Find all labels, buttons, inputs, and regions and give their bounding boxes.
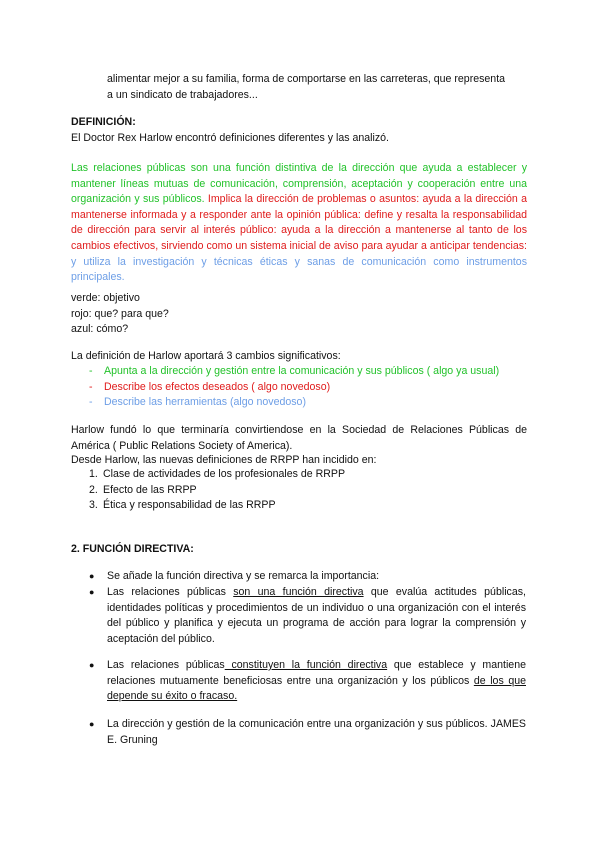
list-item: 2. Efecto de las RRPP <box>89 483 197 496</box>
definicion-heading: DEFINICIÓN: <box>71 116 136 128</box>
bullet-icon: ● <box>89 719 95 729</box>
list-item: - Describe los efectos deseados ( algo novedoso) <box>89 380 331 393</box>
funcion-bullet-3: ● Las relaciones públicas constituyen la función directiva que establece y mantiene relaciones mutuamente beneficiosas entre una organización y los públicos de los que depende su éxito o fracaso. <box>89 659 526 702</box>
list-item: 1. Clase de actividades de los profesionales de RRPP <box>89 468 346 480</box>
bullet-icon: ● <box>89 587 95 597</box>
harlow-desde: Desde Harlow, las nuevas definiciones de RRPP han incidido en: <box>71 454 377 466</box>
cambios-list <box>71 364 541 411</box>
intro-paragraph <box>107 72 527 103</box>
intro-line-1: alimentar mejor a su familia, forma de comportarse en las carreteras, que representa <box>107 73 506 85</box>
harlow-list <box>71 467 511 514</box>
bullet-icon: ● <box>89 571 95 581</box>
quote-objective: Las relaciones públicas son una función distintiva de la dirección que ayuda a establecer y mantener líneas mutuas de comunicación, comprensión, aceptación y cooperación entre una organización y sus públicos. <box>71 162 527 206</box>
legend-green: verde: objetivo <box>71 292 140 304</box>
legend-red: rojo: que? para que? <box>71 307 169 320</box>
bullet-icon: ● <box>89 660 95 670</box>
list-item: - Describe las herramientas (algo novedoso) <box>89 396 306 408</box>
quote-purpose: Implica la dirección de problemas o asuntos: ayuda a la dirección a mantenerse informada y a responder ante la opinión pública: define y resalta la responsabilidad de dirección para servir al interés público: ayuda a la dirección a mantenerse al tanto de los cambios efectivos, sirviendo como un sistema inicial de aviso para ayudar a anticipar tendencias: <box>71 193 527 252</box>
funcion-bullet-4: ● La dirección y gestión de la comunicación entre una organización y sus públicos. JAMES E. Gruning <box>89 718 526 746</box>
funcion-heading: 2. FUNCIÓN DIRECTIVA: <box>71 543 194 555</box>
cambios-intro: La definición de Harlow aportará 3 cambios significativos: <box>71 350 341 362</box>
color-legend <box>71 291 169 338</box>
list-item: 3. Ética y responsabilidad de las RRPP <box>89 499 276 511</box>
legend-blue: azul: cómo? <box>71 323 129 335</box>
funcion-bullet-2: ● Las relaciones públicas son una función directiva que evalúa actitudes públicas, identidades políticas y procedimientos de un individuo o una organización con el interés del público y planifica y ejecuta un programa de acción para lograr la comprensión y aceptación del público. <box>89 586 526 645</box>
funcion-bullet-1: ● Se añade la función directiva y se remarca la importancia: <box>89 569 526 585</box>
intro-line-2: a un sindicato de trabajadores... <box>107 88 258 101</box>
harlow-paragraph: Harlow fundó lo que terminaría convirtiendose en la Sociedad de Relaciones Públicas de América ( Public Relations Society of America). <box>71 424 527 452</box>
harlow-definition-quote <box>71 161 527 286</box>
list-item: - Apunta a la dirección y gestión entre la comunicación y sus públicos ( algo ya usual) <box>89 365 500 377</box>
definicion-text: El Doctor Rex Harlow encontró definiciones diferentes y las analizó. <box>71 132 389 144</box>
quote-method: y utiliza la investigación y técnicas éticas y sanas de comunicación como instrumentos principales. <box>71 255 527 284</box>
